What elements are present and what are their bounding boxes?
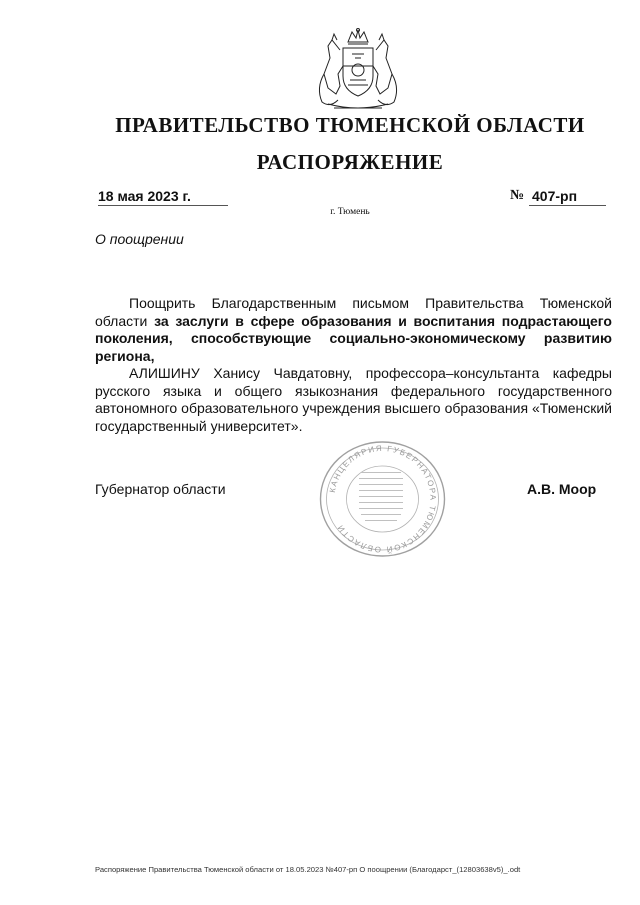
city-label: г. Тюмень <box>330 207 370 217</box>
paragraph-1-bold: за заслуги в сфере образования и воспитания подрастающего поколения, способствующие социально-экономическому развитию региона, <box>95 312 612 364</box>
official-seal <box>319 440 446 558</box>
svg-text:КАНЦЕЛЯРИЯ ГУБЕРНАТОРА ТЮМЕНСК: КАНЦЕЛЯРИЯ ГУБЕРНАТОРА ТЮМЕНСКОЙ ОБЛАСТИ <box>327 443 438 555</box>
organization-title: ПРАВИТЕЛЬСТВО ТЮМЕНСКОЙ ОБЛАСТИ <box>115 113 585 137</box>
document-type-title: РАСПОРЯЖЕНИЕ <box>256 150 444 174</box>
document-footer: Распоряжение Правительства Тюменской области от 18.05.2023 №407-рп О поощрении (Благодарст_(12803638v5)_.odt <box>95 865 521 874</box>
document-number: 407-рп <box>529 188 606 206</box>
body-paragraph-1 <box>95 295 612 365</box>
paragraph-1-plain: Поощрить Благодарственным письмом Правительства Тюменской области <box>95 295 612 329</box>
body-paragraph-2: АЛИШИНУ Ханису Чавдатовну, профессора–консультанта кафедры русского языка и общего языкознания федерального государственного автономного образовательного учреждения высшего образования «Тюменский государственный университет». <box>95 365 612 434</box>
document-subject: О поощрении <box>95 231 184 247</box>
signatory-name: А.В. Моор <box>527 481 597 497</box>
coat-of-arms-emblem <box>310 28 406 118</box>
signatory-position: Губернатор области <box>95 481 226 497</box>
document-date: 18 мая 2023 г. <box>98 188 228 206</box>
number-sign: № <box>510 188 525 203</box>
